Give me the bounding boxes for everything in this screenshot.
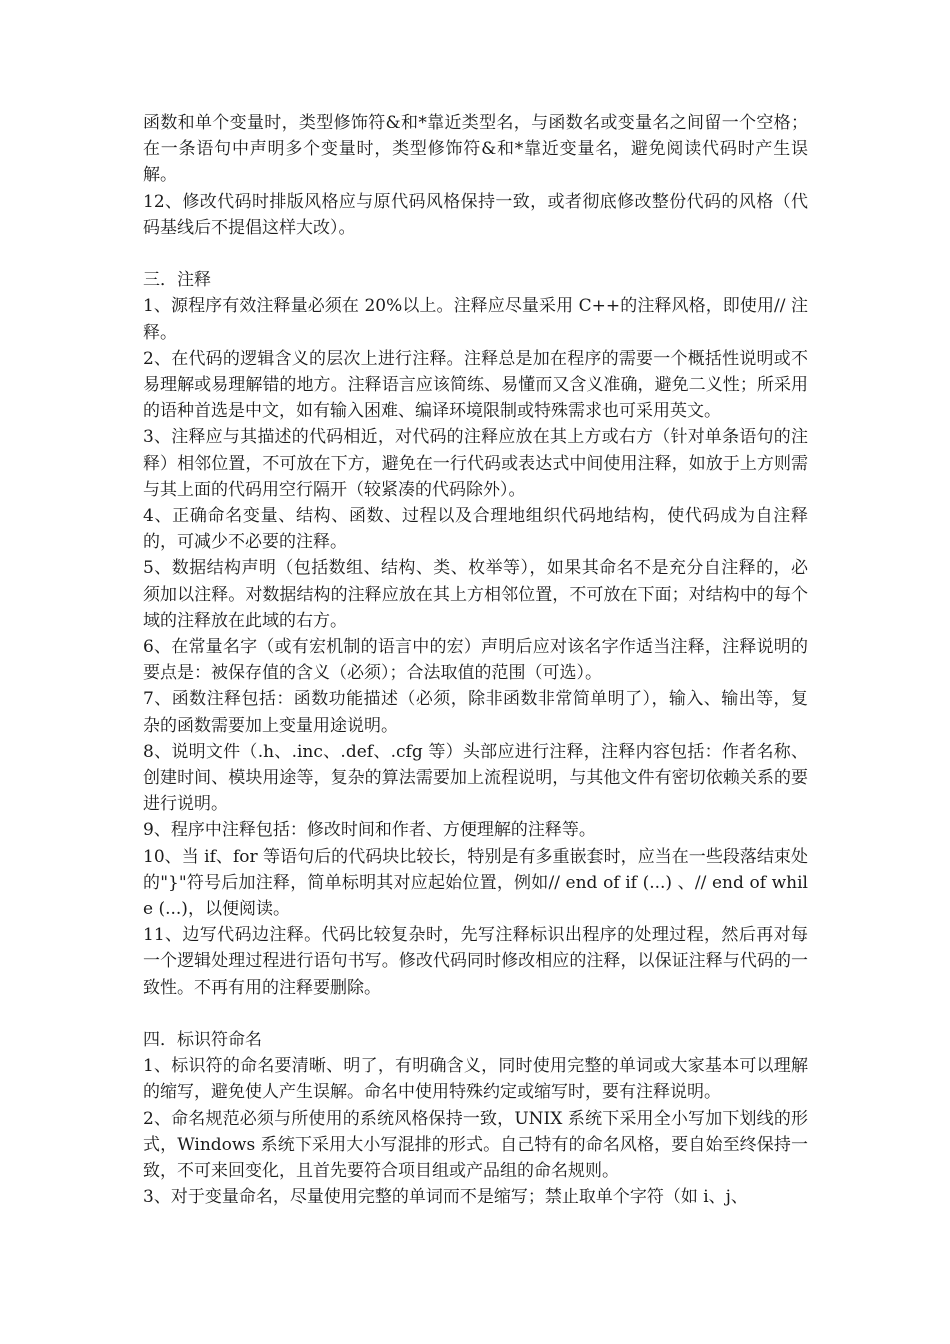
- document-page: [143, 110, 808, 1211]
- comment-rule-6: 6、在常量名字（或有宏机制的语言中的宏）声明后应对该名字作适当注释，注释说明的要点是：被保存值的含义（必须）；合法取值的范围（可选）。: [143, 637, 808, 684]
- blank-line: [143, 1001, 808, 1027]
- section-heading-identifiers: 四．标识符命名: [143, 1030, 262, 1051]
- section-heading-comments: 三．注释: [143, 270, 211, 291]
- naming-rule-2: 2、命名规范必须与所使用的系统风格保持一致，UNIX 系统下采用全小写加下划线的形式，Windows 系统下采用大小写混排的形式。自己特有的命名风格，要自始至终保持一致，不可来回变化，且首先要符合项目组或产品组的命名规则。: [143, 1108, 808, 1182]
- comment-rule-3: 3、注释应与其描述的代码相近，对代码的注释应放在其上方或右方（针对单条语句的注释）相邻位置，不可放在下方，避免在一行代码或表达式中间使用注释，如放于上方则需与其上面的代码用空行隔开（较紧凑的代码除外）。: [143, 427, 808, 500]
- comment-rule-4: 4、正确命名变量、结构、函数、过程以及合理地组织代码地结构，使代码成为自注释的，可减少不必要的注释。: [143, 506, 808, 553]
- naming-rule-3: 3、对于变量命名，尽量使用完整的单词而不是缩写；禁止取单个字符（如 i、j、: [143, 1187, 748, 1208]
- comment-rule-2: 2、在代码的逻辑含义的层次上进行注释。注释总是加在程序的需要一个概括性说明或不易理解或易理解错的地方。注释语言应该简练、易懂而又含义准确，避免二义性；所采用的语种首选是中文，如有输入困难、编译环境限制或特殊需求也可采用英文。: [143, 348, 808, 422]
- comment-rule-7: 7、函数注释包括：函数功能描述（必须，除非函数非常简单明了），输入、输出等，复杂的函数需要加上变量用途说明。: [143, 689, 808, 736]
- naming-rule-1: 1、标识符的命名要清晰、明了，有明确含义，同时使用完整的单词或大家基本可以理解的缩写，避免使人产生误解。命名中使用特殊约定或缩写时，要有注释说明。: [143, 1056, 808, 1103]
- comment-rule-5: 5、数据结构声明（包括数组、结构、类、枚举等），如果其命名不是充分自注释的，必须加以注释。对数据结构的注释应放在其上方相邻位置，不可放在下面；对结构中的每个域的注释放在此域的右方。: [143, 558, 808, 631]
- blank-line: [143, 241, 808, 267]
- comment-rule-9: 9、程序中注释包括：修改时间和作者、方便理解的注释等。: [143, 820, 596, 841]
- comment-rule-8: 8、说明文件（.h、.inc、.def、.cfg 等）头部应进行注释，注释内容包括：作者名称、创建时间、模块用途等，复杂的算法需要加上流程说明，与其他文件有密切依赖关系的要进行说明。: [143, 741, 808, 815]
- comment-rule-10: 10、当 if、for 等语句后的代码块比较长，特别是有多重嵌套时，应当在一些段落结束处的"}"符号后加注释，简单标明其对应起始位置，例如// end of if (...) 、// end of while (...)，以便阅读。: [143, 846, 808, 920]
- comment-rule-11: 11、边写代码边注释。代码比较复杂时，先写注释标识出程序的处理过程，然后再对每一个逻辑处理过程进行语句书写。修改代码同时修改相应的注释，以保证注释与代码的一致性。不再有用的注释要删除。: [143, 925, 808, 998]
- paragraph-continuation: 函数和单个变量时，类型修饰符&和*靠近类型名，与函数名或变量名之间留一个空格；在一条语句中声明多个变量时，类型修饰符&和*靠近变量名，避免阅读代码时产生误解。: [143, 113, 808, 186]
- comment-rule-1: 1、源程序有效注释量必须在 20%以上。注释应尽量采用 C++的注释风格，即使用// 注释。: [143, 296, 808, 343]
- paragraph-rule-12: 12、修改代码时排版风格应与原代码风格保持一致，或者彻底修改整份代码的风格（代码基线后不提倡这样大改）。: [143, 191, 808, 238]
